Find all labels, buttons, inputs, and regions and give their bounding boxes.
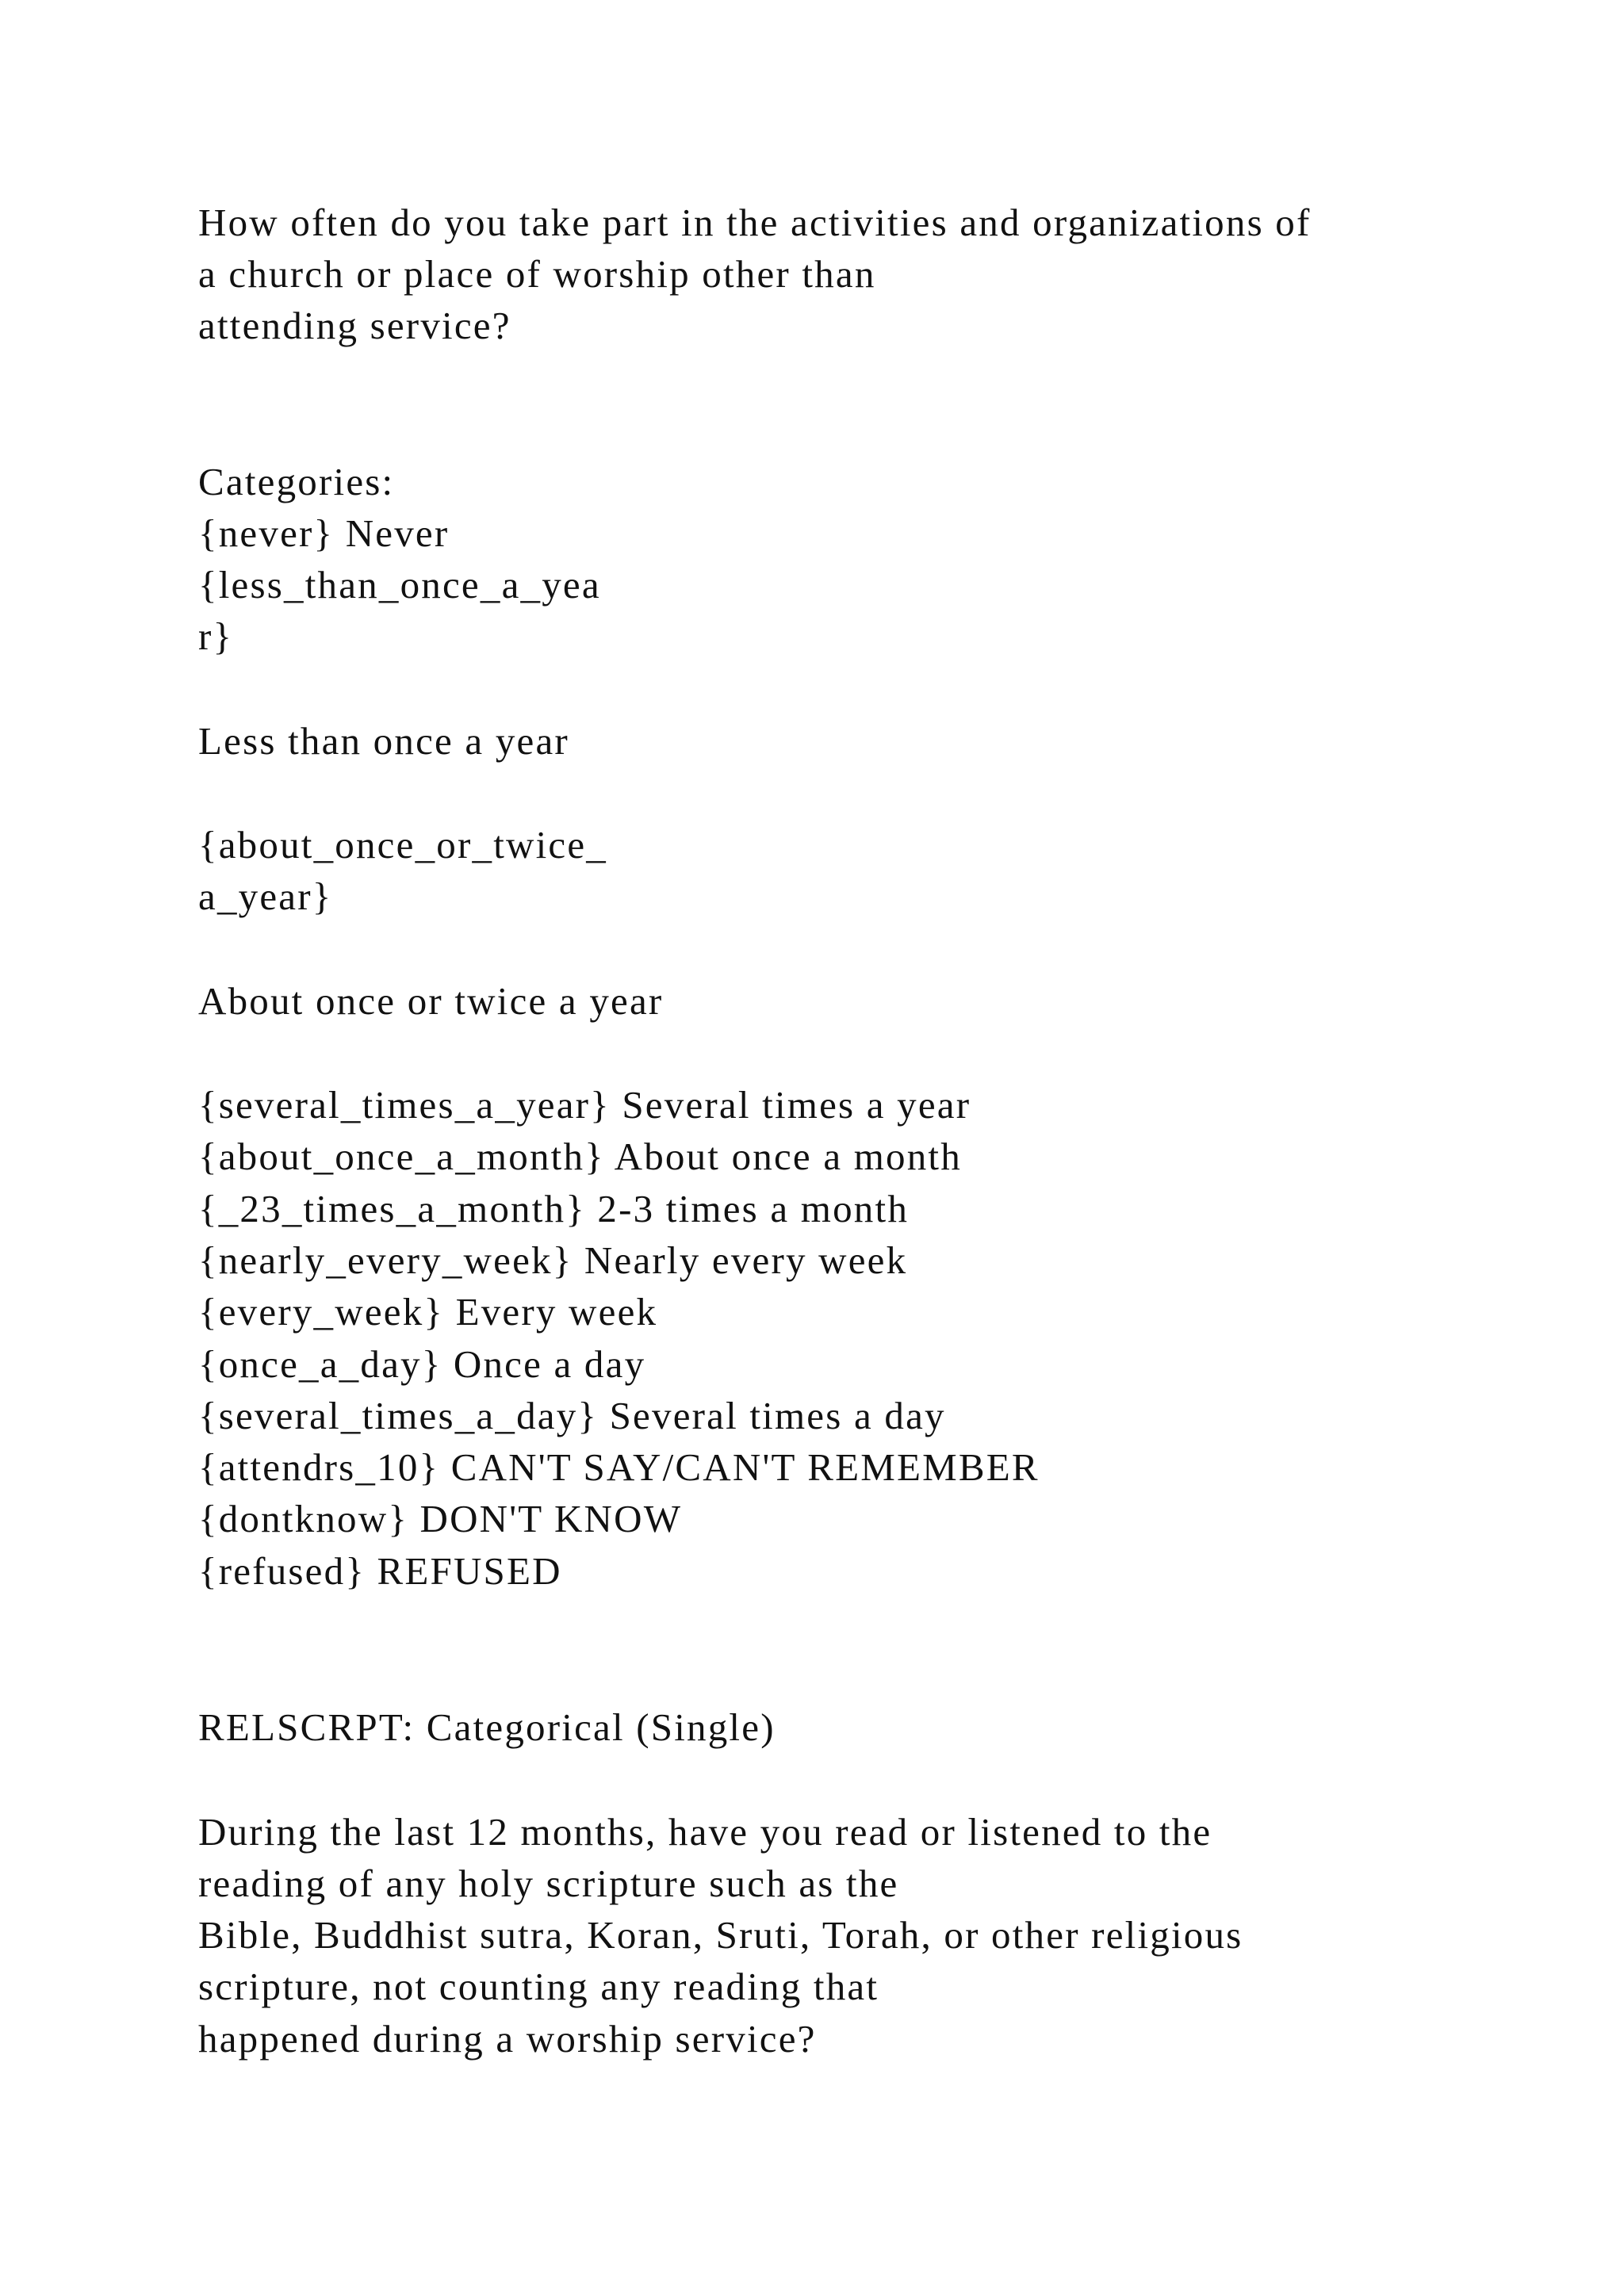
category-item: a_year} xyxy=(198,874,333,918)
question-line: During the last 12 months, have you read or listened to the xyxy=(198,1810,1212,1854)
question-line: attending service? xyxy=(198,304,511,347)
question-line: reading of any holy scripture such as the xyxy=(198,1862,899,1905)
category-item: {several_times_a_day} Several times a day xyxy=(198,1394,946,1437)
category-item: {refused} REFUSED xyxy=(198,1549,562,1593)
category-item: r} xyxy=(198,614,234,658)
question-line: How often do you take part in the activities and organizations of xyxy=(198,201,1312,244)
category-item: {dontknow} DON'T KNOW xyxy=(198,1497,683,1540)
category-item: {about_once_a_month} About once a month xyxy=(198,1135,962,1178)
question-line: scripture, not counting any reading that xyxy=(198,1965,879,2008)
question-line: Bible, Buddhist sutra, Koran, Sruti, Torah, or other religious xyxy=(198,1913,1243,1957)
category-item: {never} Never xyxy=(198,511,450,555)
category-item: {_23_times_a_month} 2-3 times a month xyxy=(198,1187,910,1230)
category-item: {every_week} Every week xyxy=(198,1290,658,1334)
category-item: {less_than_once_a_yea xyxy=(198,563,601,607)
category-item: About once or twice a year xyxy=(198,979,664,1023)
category-item: {about_once_or_twice_ xyxy=(198,823,608,867)
categories-heading: Categories: xyxy=(198,460,395,503)
question-line: happened during a worship service? xyxy=(198,2017,817,2061)
variable-heading: RELSCRPT: Categorical (Single) xyxy=(198,1705,776,1749)
category-item: {nearly_every_week} Nearly every week xyxy=(198,1238,908,1282)
category-item: {several_times_a_year} Several times a year xyxy=(198,1083,971,1127)
category-item: Less than once a year xyxy=(198,719,569,763)
category-item: {attendrs_10} CAN'T SAY/CAN'T REMEMBER xyxy=(198,1445,1040,1489)
category-item: {once_a_day} Once a day xyxy=(198,1342,646,1386)
question-line: a church or place of worship other than xyxy=(198,252,876,296)
